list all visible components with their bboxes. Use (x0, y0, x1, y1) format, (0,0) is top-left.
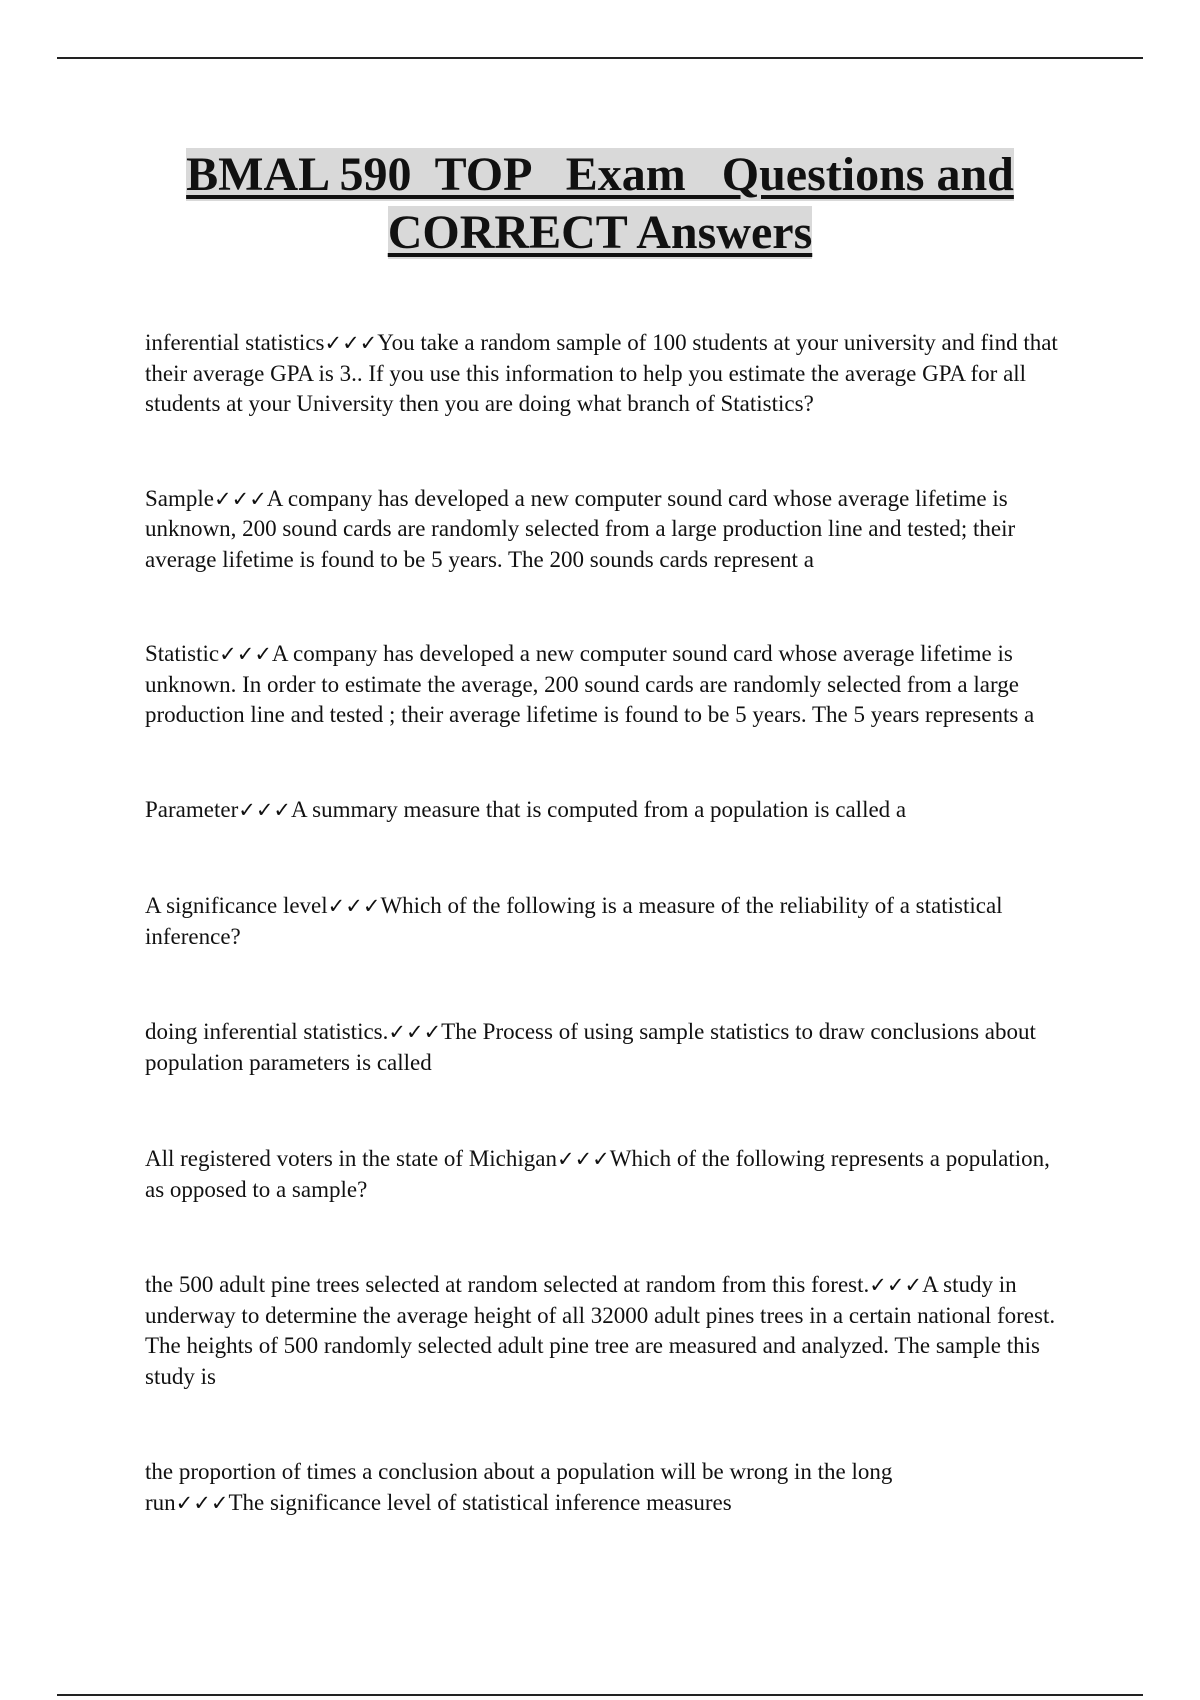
qa-item (145, 795, 1070, 826)
qa-question: A study in underway to determine the average height of all 32000 adult pines trees in a certain national forest. The heights of 500 randomly selected adult pine tree are measured and analyzed. The sample this study is (145, 1272, 1056, 1389)
qa-question: A company has developed a new computer sound card whose average lifetime is unknown, 200 sound cards are randomly selected from a large production line and tested; their average lifetime is found to be 5 years. The 200 sounds cards represent a (145, 485, 1016, 572)
qa-question: Which of the following represents a population, as opposed to a sample? (145, 1146, 1050, 1202)
qa-question: The Process of using sample statistics to draw conclusions about population parameters is called (145, 1019, 1036, 1075)
top-rule (57, 57, 1143, 59)
check-marks-icon: ✓✓✓ (238, 797, 292, 822)
qa-item (145, 484, 1070, 576)
check-marks-icon: ✓✓✓ (556, 1147, 610, 1171)
qa-answer: doing inferential statistics. (145, 1019, 389, 1044)
qa-answer: the proportion of times a conclusion about a population will be wrong in the long run (145, 1459, 893, 1515)
bottom-rule (57, 1694, 1143, 1696)
title-line-1: BMAL 590 TOP Exam Questions and (186, 148, 1014, 201)
check-marks-icon: ✓✓✓ (324, 331, 378, 355)
title-line-2: CORRECT Answers (387, 206, 813, 259)
qa-item (145, 639, 1070, 731)
qa-item (145, 891, 1070, 952)
qa-answer: Sample (145, 485, 214, 511)
qa-answer: the 500 adult pine trees selected at random selected at random from this forest. (145, 1272, 870, 1297)
qa-item (145, 1144, 1070, 1205)
qa-list (145, 328, 1070, 1518)
qa-answer: A significance level (145, 893, 328, 918)
check-marks-icon: ✓✓✓ (869, 1273, 923, 1297)
qa-item (145, 1270, 1070, 1392)
qa-answer: Parameter (145, 796, 239, 822)
check-marks-icon: ✓✓✓ (214, 486, 267, 511)
check-marks-icon: ✓✓✓ (388, 1020, 442, 1044)
qa-item (145, 1457, 965, 1518)
qa-question: A company has developed a new computer sound card whose average lifetime is unknown. In order to estimate the average, 200 sound cards are randomly selected from a large production line and tested ; their average lifetime is found to be 5 years. The 5 years represents a (145, 641, 1035, 727)
check-marks-icon: ✓✓✓ (219, 642, 272, 666)
qa-question: A summary measure that is computed from a population is called a (291, 796, 907, 822)
qa-answer: Statistic (145, 641, 220, 666)
qa-item (145, 328, 1070, 420)
qa-item (145, 1017, 1070, 1078)
qa-answer: All registered voters in the state of Michigan (145, 1146, 557, 1171)
qa-answer: inferential statistics (145, 330, 325, 355)
check-marks-icon: ✓✓✓ (175, 1490, 229, 1515)
qa-question: You take a random sample of 100 students at your university and find that their average GPA is 3.. If you use this information to help you estimate the average GPA for all students at your University then you are doing what branch of Statistics? (145, 330, 1058, 416)
check-marks-icon: ✓✓✓ (327, 894, 381, 918)
document-title (100, 146, 1100, 262)
qa-question: Which of the following is a measure of the reliability of a statistical inference? (145, 893, 1003, 949)
qa-question: The significance level of statistical inference measures (228, 1489, 732, 1515)
